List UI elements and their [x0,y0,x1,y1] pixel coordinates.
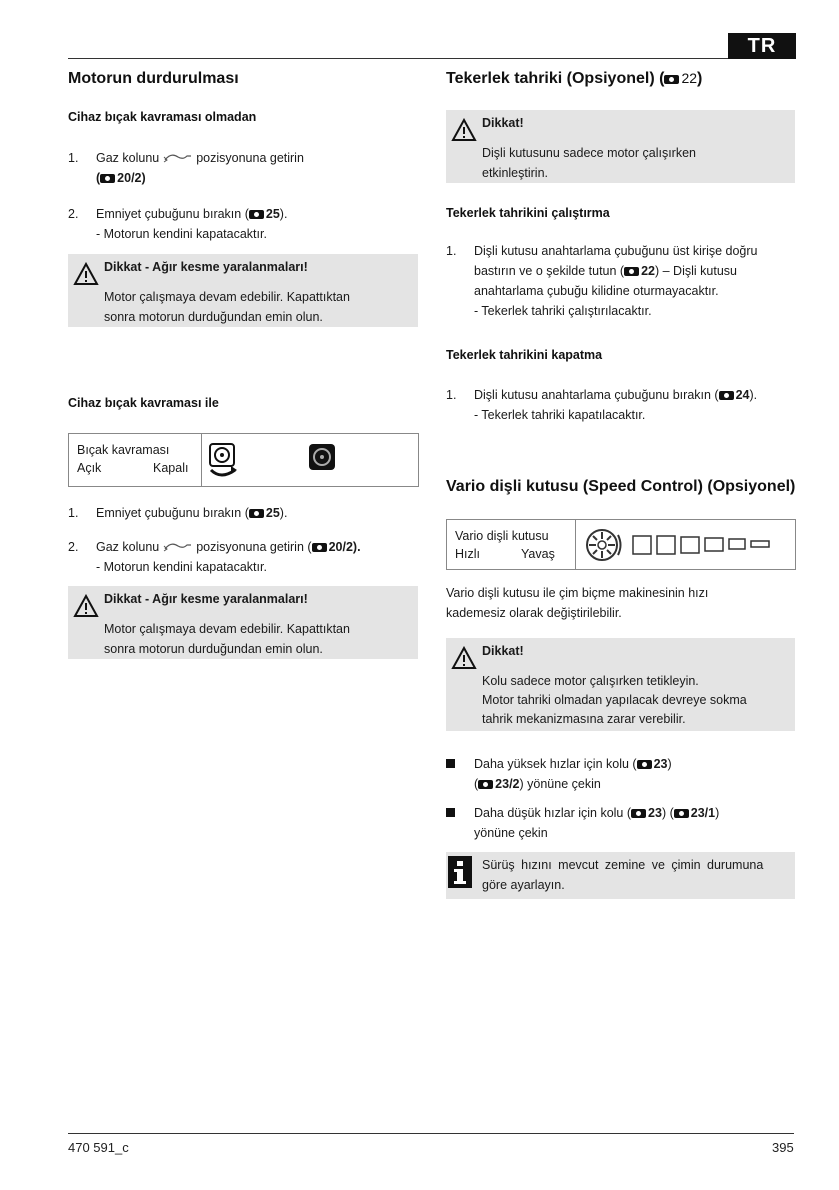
left-step-1: 1. Gaz kolunu pozisyonuna getirin ( 20/2) [68,151,304,185]
bullet-icon [446,808,455,817]
vario-paragraph-1: Vario dişli kutusu ile çim biçme makinesinin hızı [446,586,709,600]
warning-icon [451,646,477,670]
left-sub1: Cihaz bıçak kavraması olmadan [68,110,257,124]
left-heading: Motorun durdurulması [68,70,239,87]
right-warning-1: Dikkat! Dişli kutusunu sadece motor çalışırken etkinleştirin. [446,110,795,183]
vario-paragraph-2: kademesiz olarak değiştirilebilir. [446,606,622,620]
page-number: 395 [772,1140,794,1155]
footer-rule [68,1133,794,1134]
right-sub1: Tekerlek tahrikini çalıştırma [446,206,610,220]
speed-scale-icon [583,526,788,564]
clutch-on-icon [207,442,241,480]
vario-heading: Vario dişli kutusu (Speed Control) (Opsiyonel) [446,478,796,495]
left-step2-1: 1. Emniyet çubuğunu bırakın ( 25). [68,506,288,520]
warning-box-1: Dikkat - Ağır kesme yaralanmaları! Motor çalışmaya devam edebilir. Kapattıktan sonra motorun durduğundan emin olun. [68,254,418,327]
warning-icon [73,594,99,618]
clutch-off-icon [307,442,337,472]
figure-ref-icon [624,267,639,276]
figure-ref-icon [100,174,115,183]
info-icon [448,856,472,888]
language-tag: TR [728,33,796,59]
bullet-item-2: Daha düşük hızlar için kolu ( 23) ( 23/1) yönüne çekin [446,803,795,843]
figure-ref-icon [637,760,652,769]
throttle-slow-icon [163,540,193,552]
right-step-1: 1. Dişli kutusu anahtarlama çubuğunu üst kirişe doğru bastırın ve o şekilde tutun ( 22) – Dişli kutusu anahtarlama çubuğu kilidine oturmayacaktır. - Tekerlek tahriki çalıştırılacaktır. [446,244,758,318]
figure-ref-icon [249,210,264,219]
warning-box-2: Dikkat - Ağır kesme yaralanmaları! Motor çalışmaya devam edebilir. Kapattıktan sonra motorun durduğundan emin olun. [68,586,418,659]
figure-ref-icon [674,809,689,818]
right-step-2: 1. Dişli kutusu anahtarlama çubuğunu bırakın ( 24). - Tekerlek tahriki kapatılacaktır. [446,388,758,422]
figure-ref-icon [664,75,679,84]
left-step2-2: 2. Gaz kolunu pozisyonuna getirin ( 20/2). - Motorun kendini kapatacaktır. [68,540,361,574]
warning-icon [73,262,99,286]
figure-ref-icon [478,780,493,789]
right-warning-2: Dikkat! Kolu sadece motor çalışırken tetikleyin. Motor tahriki olmadan yapılacak devreye sokma tahrik mekanizmasına zarar verebilir. [446,638,795,731]
left-step-2: 2. Emniyet çubuğunu bırakın ( 25). - Motorun kendini kapatacaktır. [68,207,288,241]
header-rule [68,58,794,59]
clutch-table: Bıçak kavraması Açık Kapalı [68,433,419,487]
bullet-icon [446,759,455,768]
bullet-item-1: Daha yüksek hızlar için kolu ( 23) ( 23/2) yönüne çekin [446,754,795,794]
right-sub2: Tekerlek tahrikini kapatma [446,348,603,362]
figure-ref-icon [719,391,734,400]
figure-ref-icon [249,509,264,518]
left-sub2: Cihaz bıçak kavraması ile [68,396,219,410]
info-box: Sürüş hızını mevcut zemine ve çimin durumuna göre ayarlayın. [446,852,795,899]
throttle-slow-icon [163,151,193,163]
figure-ref-icon [312,543,327,552]
warning-icon [451,118,477,142]
document-code: 470 591_c [68,1140,129,1155]
vario-table: Vario dişli kutusu Hızlı Yavaş [446,519,796,570]
right-heading: Tekerlek tahriki (Opsiyonel) ( 22) [446,70,703,87]
figure-ref-icon [631,809,646,818]
